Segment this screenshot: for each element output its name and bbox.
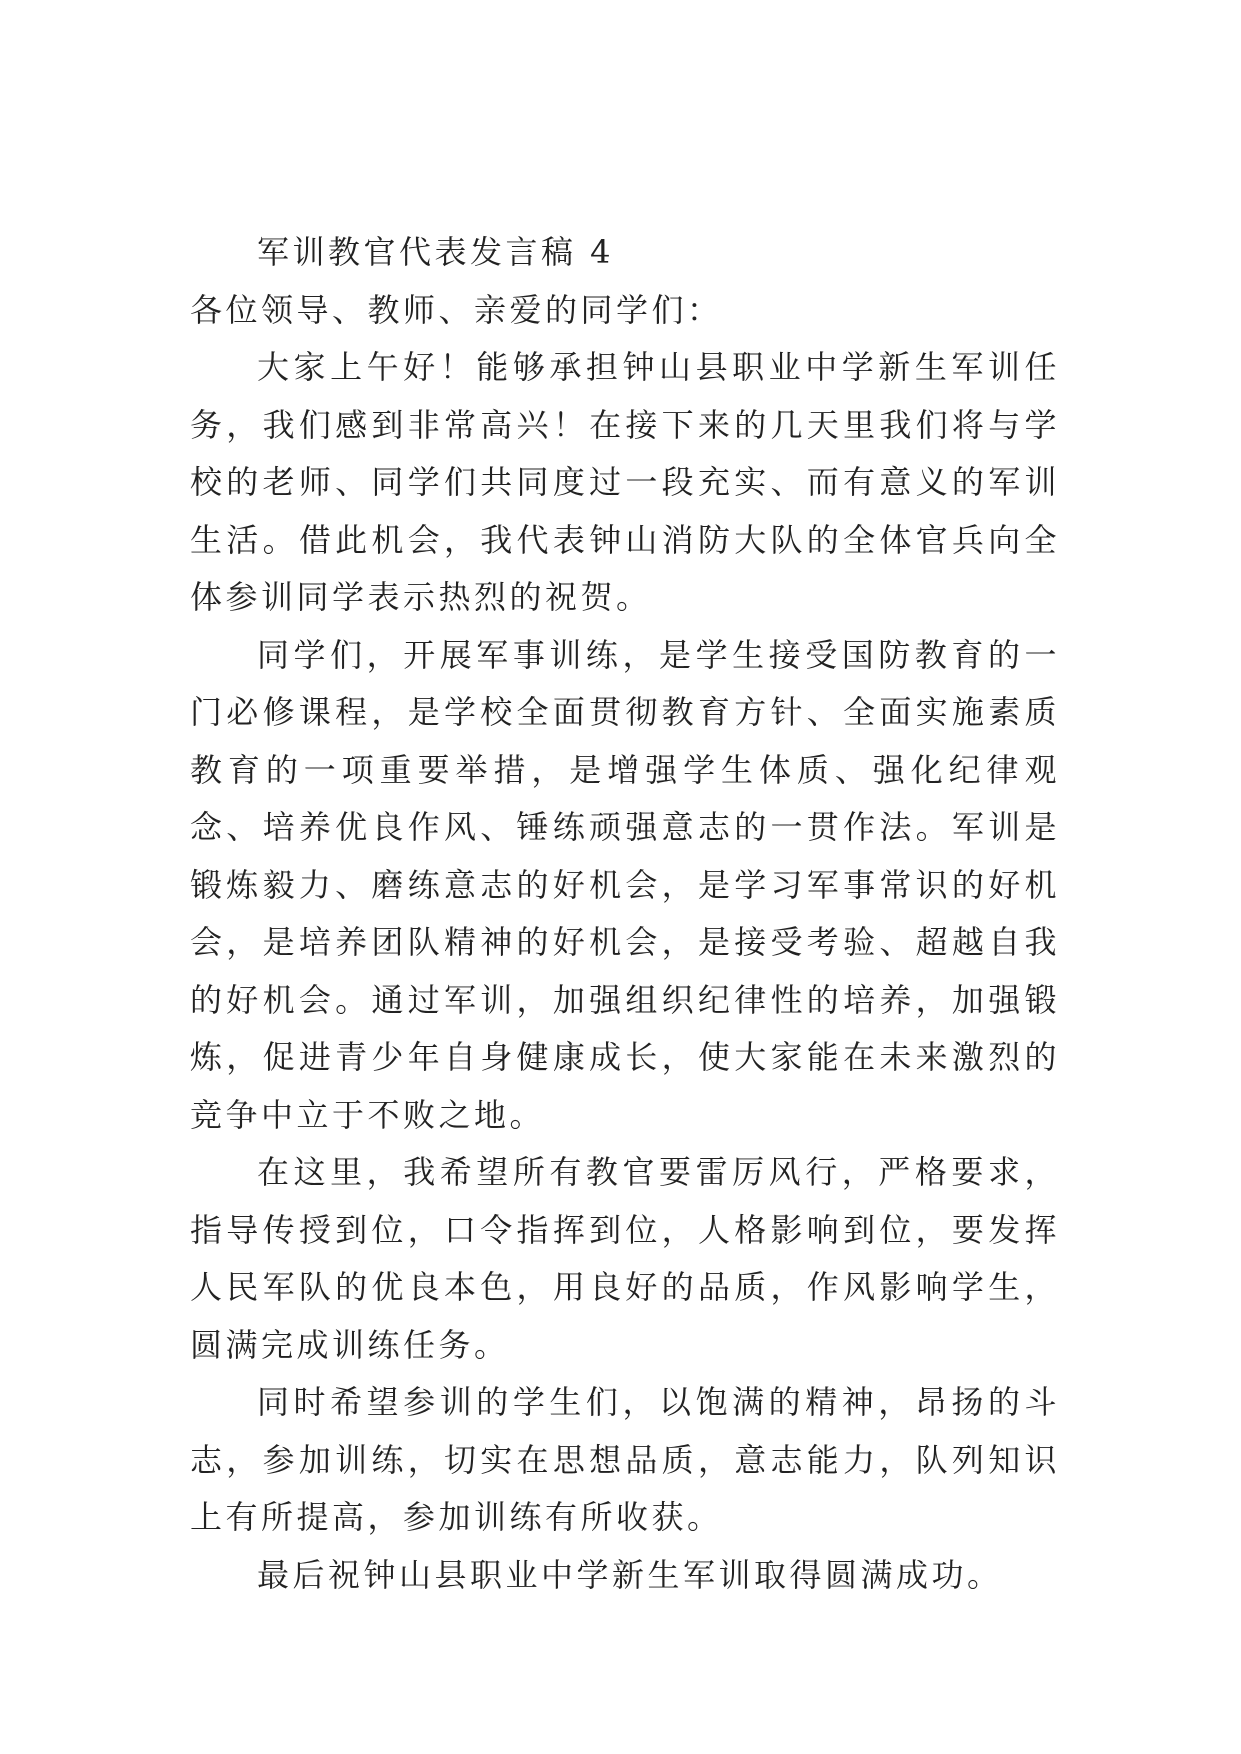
paragraph-2: 同学们，开展军事训练，是学生接受国防教育的一门必修课程，是学校全面贯彻教育方针、全面实施素质教育的一项重要举措，是增强学生体质、强化纪律观念、培养优良作风、锤练顽强意志的一贯作法。军训是锻炼毅力、磨练意志的好机会，是学习军事常识的好机会，是培养团队精神的好机会，是接受考验、超越自我的好机会。通过军训，加强组织纪律性的培养，加强锻炼，促进青少年自身健康成长，使大家能在未来激烈的竞争中立于不败之地。 xyxy=(190,635,1060,1134)
paragraph-5: 最后祝钟山县职业中学新生军训取得圆满成功。 xyxy=(257,1555,1003,1594)
document-title: 军训教官代表发言稿 4 xyxy=(257,233,615,271)
paragraph-1: 大家上午好！能够承担钟山县职业中学新生军训任务，我们感到非常高兴！在接下来的几天里我们将与学校的老师、同学们共同度过一段充实、而有意义的军训生活。借此机会，我代表钟山消防大队的全体官兵向全体参训同学表示热烈的祝贺。 xyxy=(190,348,1060,616)
paragraph-4: 同时希望参训的学生们，以饱满的精神，昂扬的斗志，参加训练，切实在思想品质，意志能力，队列知识上有所提高，参加训练有所收获。 xyxy=(190,1383,1060,1536)
paragraph-3: 在这里，我希望所有教官要雷厉风行，严格要求，指导传授到位，口令指挥到位，人格影响到位，要发挥人民军队的优良本色，用良好的品质，作风影响学生，圆满完成训练任务。 xyxy=(190,1153,1060,1364)
salutation: 各位领导、教师、亲爱的同学们： xyxy=(190,290,723,329)
document-page xyxy=(190,224,1060,1604)
